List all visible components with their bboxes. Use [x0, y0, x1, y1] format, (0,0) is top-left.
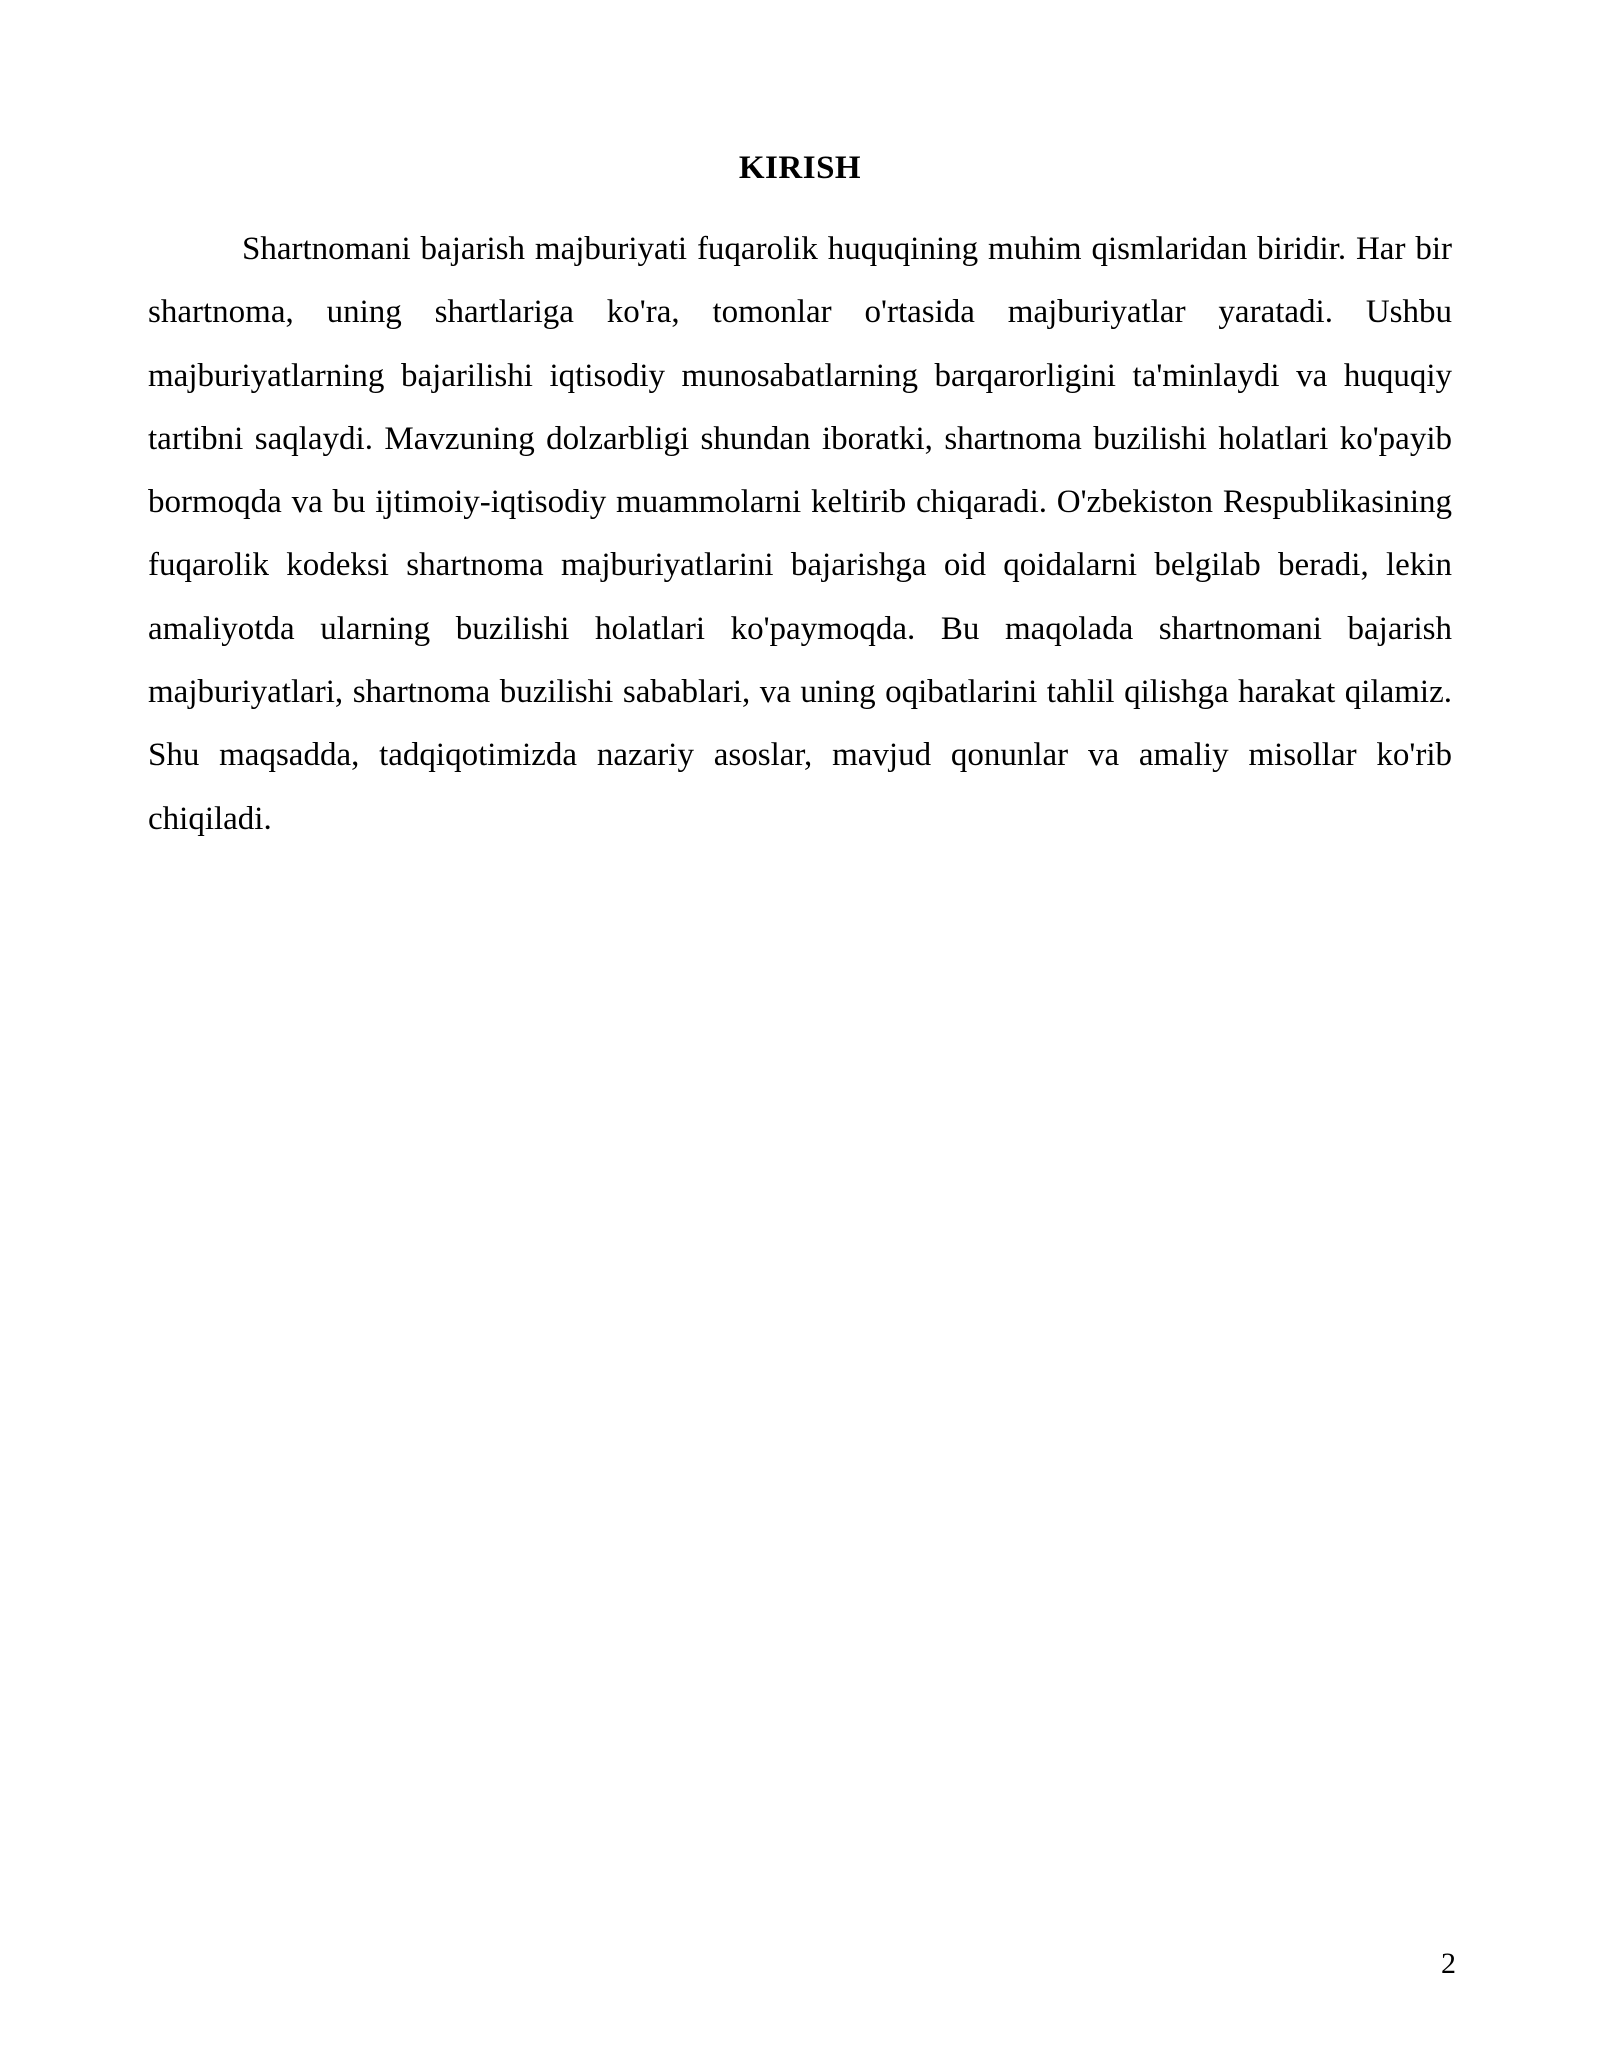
section-heading: KIRISH [738, 150, 862, 186]
introduction-paragraph: Shartnomani bajarish majburiyati fuqarolik huquqining muhim qismlaridan biridir. Har bir shartnoma, uning shartlariga ko'ra, tomonlar o'rtasida majburiyatlar yaratadi. Ushbu majburiyatlarning bajarilishi iqtisodiy munosabatlarning barqarorligini ta'minlaydi va huquqiy tartibni saqlaydi. Mavzuning dolzarbligi shundan iboratki, shartnoma buzilishi holatlari ko'payib bormoqda va bu ijtimoiy-iqtisodiy muammolarni keltirib chiqaradi. O'zbekiston Respublikasining fuqarolik kodeksi shartnoma majburiyatlarini bajarishga oid qoidalarni belgilab beradi, lekin amaliyotda ularning buzilishi holatlari ko'paymoqda. Bu maqolada shartnomani bajarish majburiyatlari, shartnoma buzilishi sabablari, va uning oqibatlarini tahlil qilishga harakat qilamiz. Shu maqsadda, tadqiqotimizda nazariy asoslar, mavjud qonunlar va amaliy misollar ko'rib chiqiladi. [148, 231, 1452, 837]
page-number: 2 [1441, 1947, 1456, 1980]
